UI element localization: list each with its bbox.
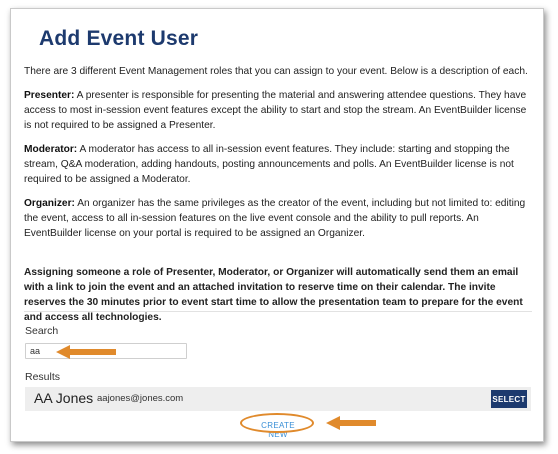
result-row — [25, 387, 531, 411]
create-new-arrow-icon — [326, 416, 376, 430]
select-button[interactable]: SELECT — [491, 390, 527, 408]
search-label: Search — [25, 325, 59, 337]
divider — [24, 311, 532, 312]
result-email: aajones@jones.com — [97, 393, 184, 404]
email-warning: Assigning someone a role of Presenter, Moderator, or Organizer will automatically send them an email with a link to join the event and an attached invitation to reserve time on their calendar. The invite reserves the 30 minutes prior to event start time to allow the presentation team to prepare for the event and access all technologies. — [24, 267, 523, 323]
search-arrow-icon — [56, 345, 116, 359]
role-name: Presenter: — [24, 90, 75, 101]
dialog-content — [24, 64, 530, 334]
role-organizer — [24, 196, 530, 241]
create-new-link[interactable]: CREATE NEW — [261, 421, 295, 439]
results-label: Results — [25, 371, 61, 383]
dialog-title: Add Event User — [39, 27, 199, 50]
add-event-user-dialog — [10, 8, 544, 442]
intro-text: There are 3 different Event Management roles that you can assign to your event. Below is a description of each. — [24, 66, 528, 77]
role-description: A moderator has access to all in-session event features. They include: starting and stopping the stream, Q&A moderation, adding handouts, posting announcements and polls. An EventBuilder license is not required to be assigned a Moderator. — [24, 144, 514, 185]
role-description: An organizer has the same privileges as the creator of the event, including but not limited to: editing the event, access to all in-session features on the live event console and the ability to pull reports. An EventBuilder license on your portal is required to be assigned an Organizer. — [24, 198, 526, 239]
role-moderator — [24, 142, 530, 187]
role-name: Moderator: — [24, 144, 78, 155]
role-presenter — [24, 88, 530, 133]
role-description: A presenter is responsible for presenting the material and answering attendee questions. They have access to most in-session event features except the ability to start and stop the stream. An EventBuilder license is not required to be assigned a Presenter. — [24, 90, 527, 131]
role-name: Organizer: — [24, 198, 75, 209]
result-name: AA Jones — [34, 390, 94, 406]
